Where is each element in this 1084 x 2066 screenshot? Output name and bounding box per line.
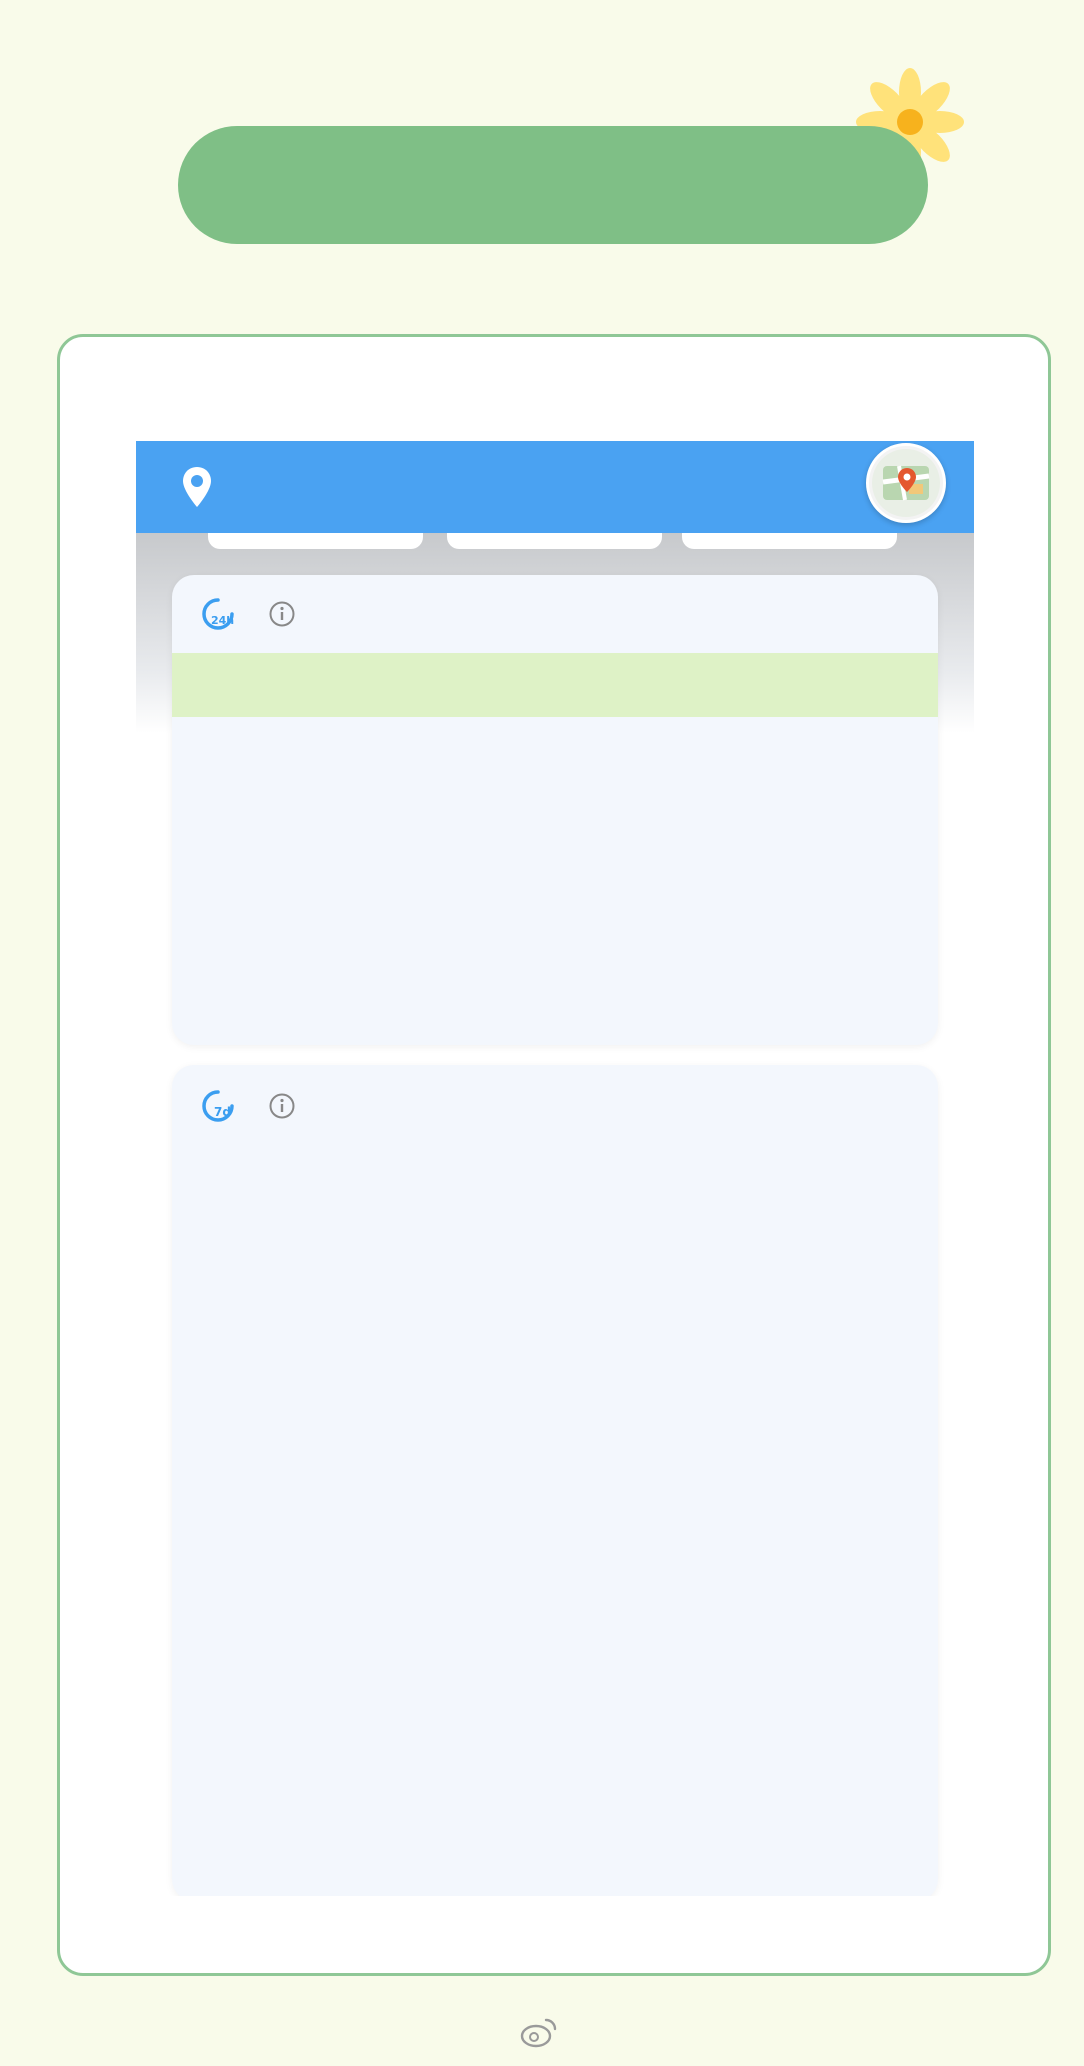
low-temperature-row	[172, 1209, 938, 1271]
location-pin-icon	[180, 465, 214, 509]
info-icon[interactable]	[268, 600, 296, 628]
clock-24h-icon	[200, 597, 238, 631]
hourly-temperature-row	[172, 653, 938, 717]
previous-card-stub	[208, 533, 423, 549]
page-title	[178, 126, 928, 244]
weather-app-screenshot	[136, 441, 974, 1896]
svg-text:24h: 24h	[211, 614, 235, 627]
location-bar[interactable]	[136, 441, 974, 533]
map-icon	[869, 446, 943, 520]
seven-day-header	[172, 1065, 938, 1147]
high-temperature-row	[172, 1147, 938, 1209]
calendar-7d-icon	[200, 1089, 238, 1123]
svg-text:7d: 7d	[214, 1105, 231, 1119]
seven-day-forecast-card	[172, 1065, 938, 1896]
hourly-header	[172, 575, 938, 653]
info-icon[interactable]	[268, 1092, 296, 1120]
weibo-icon	[519, 2016, 559, 2048]
watermark	[0, 2016, 1084, 2048]
hourly-forecast-card	[172, 575, 938, 1045]
map-button[interactable]	[866, 443, 946, 523]
previous-card-stub	[447, 533, 662, 549]
previous-card-stub	[682, 533, 897, 549]
